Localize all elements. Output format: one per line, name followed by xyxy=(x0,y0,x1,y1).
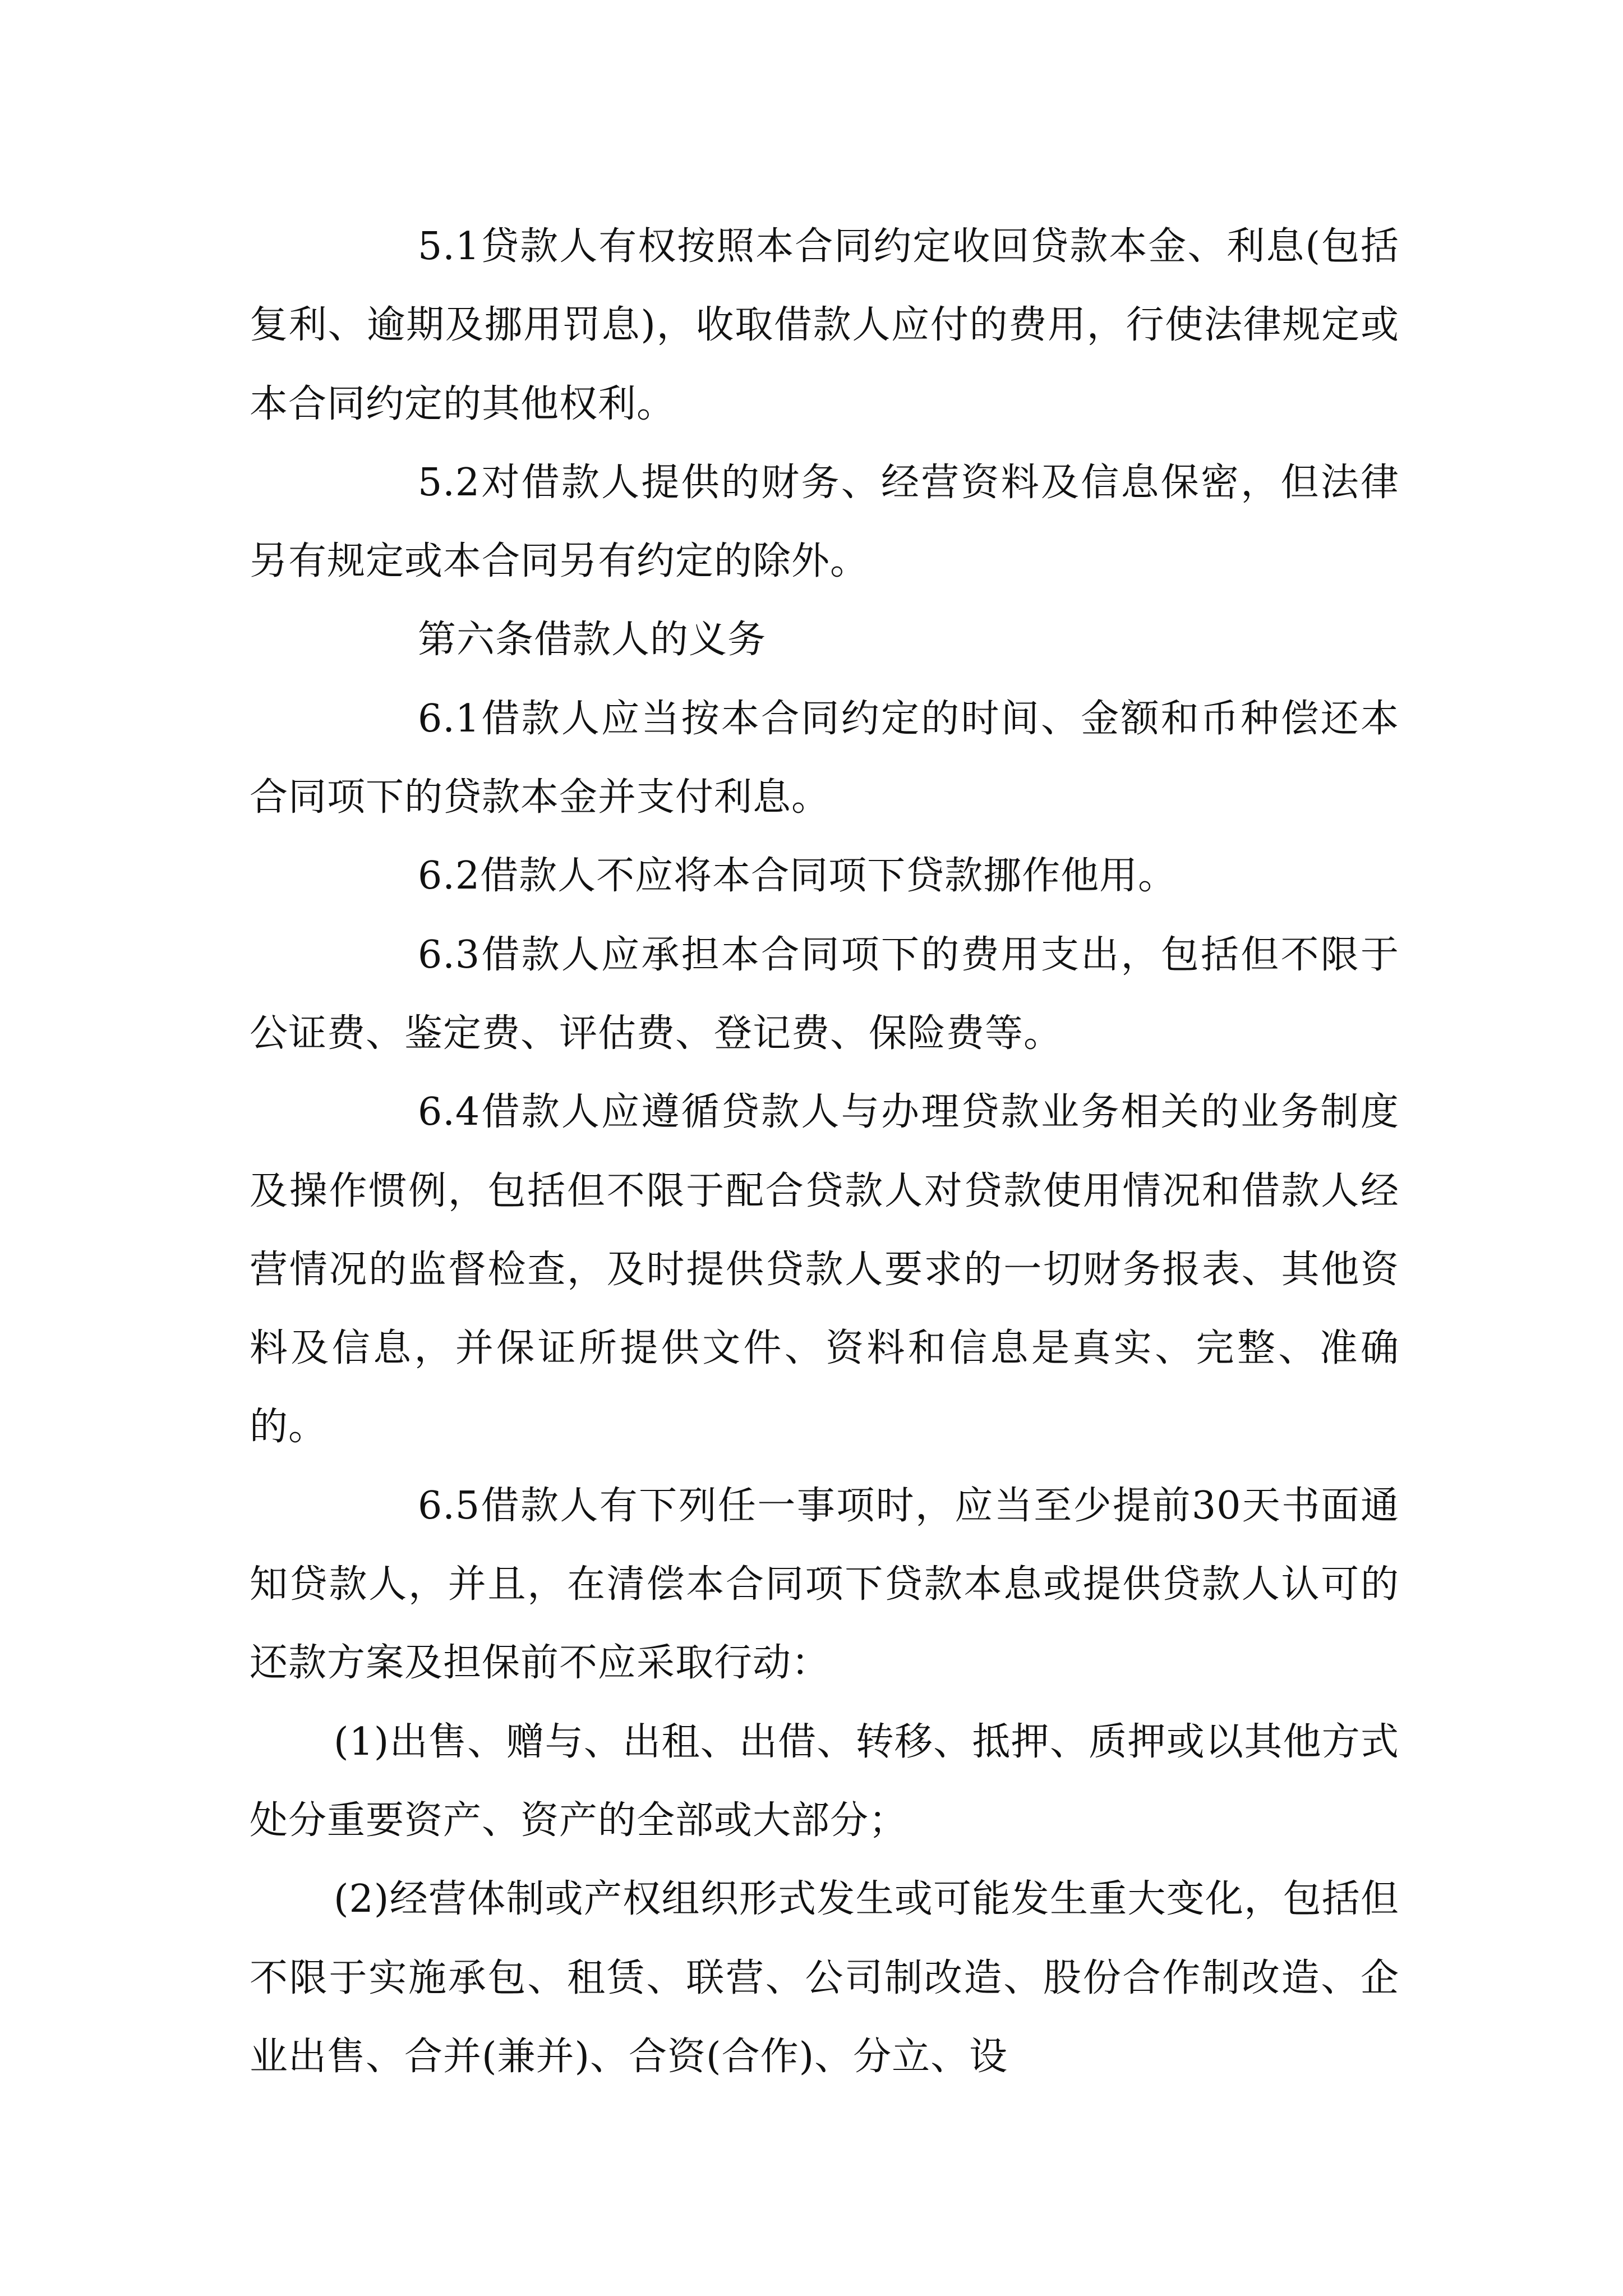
clause-text: 借款人有下列任一事项时，应当至少提前30天书面通知贷款人，并且，在清偿本合同项下贷款本息或提供贷款人认可的还款方案及担保前不应采取行动： xyxy=(250,1483,1399,1686)
clause-text: 借款人不应将本合同项下贷款挪作他用。 xyxy=(480,854,1177,899)
clause-number: 6.5 xyxy=(418,1483,481,1528)
clause-6-2 xyxy=(250,837,1399,915)
clause-6-4 xyxy=(250,1073,1399,1466)
clause-number: 6.3 xyxy=(418,932,481,977)
clause-6-1 xyxy=(250,680,1399,838)
clause-number: 6.4 xyxy=(418,1090,481,1135)
clause-text: 对借款人提供的财务、经营资料及信息保密，但法律另有规定或本合同另有约定的除外。 xyxy=(250,460,1399,584)
clause-6-5 xyxy=(250,1467,1399,1703)
article-title: 借款人的义务 xyxy=(534,618,767,662)
clause-6-5-item-2 xyxy=(250,1860,1399,2096)
clause-number: 5.1 xyxy=(418,224,481,269)
item-text: (2)经营体制或产权组织形式发生或可能发生重大变化，包括但不限于实施承包、租赁、联营、公司制改造、股份合作制改造、企业出售、合并(兼并)、合资(合作)、分立、设 xyxy=(250,1877,1399,2079)
clause-number: 6.2 xyxy=(418,854,481,899)
clause-6-5-item-1 xyxy=(250,1703,1399,1861)
clause-number: 6.1 xyxy=(418,696,481,741)
clause-number: 5.2 xyxy=(418,460,481,505)
article-number: 第六条 xyxy=(418,618,534,662)
clause-5-2 xyxy=(250,444,1399,601)
clause-text: 贷款人有权按照本合同约定收回贷款本金、利息(包括复利、逾期及挪用罚息)，收取借款人应付的费用，行使法律规定或本合同约定的其他权利。 xyxy=(250,224,1399,426)
article-6-heading xyxy=(250,601,1399,679)
clause-6-3 xyxy=(250,916,1399,1074)
contract-body xyxy=(250,208,1399,2096)
clause-5-1 xyxy=(250,208,1399,444)
clause-text: 借款人应遵循贷款人与办理贷款业务相关的业务制度及操作惯例，包括但不限于配合贷款人对贷款使用情况和借款人经营情况的监督检查，及时提供贷款人要求的一切财务报表、其他资料及信息，并保证所提供文件、资料和信息是真实、完整、准确的。 xyxy=(250,1090,1399,1450)
clause-text: 借款人应当按本合同约定的时间、金额和币种偿还本合同项下的贷款本金并支付利息。 xyxy=(250,696,1399,820)
clause-text: 借款人应承担本合同项下的费用支出，包括但不限于公证费、鉴定费、评估费、登记费、保险费等。 xyxy=(250,932,1399,1056)
item-text: (1)出售、赠与、出租、出借、转移、抵押、质押或以其他方式处分重要资产、资产的全部或大部分； xyxy=(250,1719,1399,1843)
